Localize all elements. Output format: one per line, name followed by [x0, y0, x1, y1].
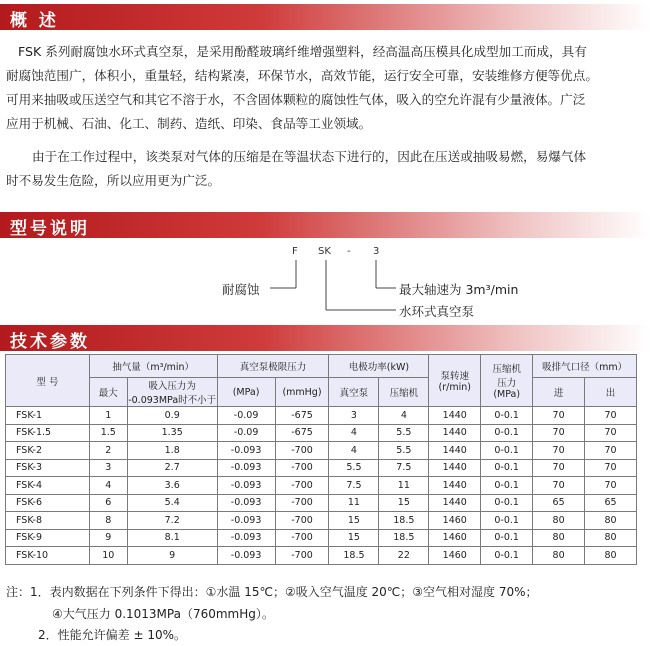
cell-max: 1.5: [89, 424, 127, 442]
cell-suction: 1.8: [127, 442, 217, 460]
cell-power-vac: 7.5: [329, 477, 379, 495]
header-power-comp: 压缩机: [379, 378, 429, 407]
header-power-vac: 真空泵: [329, 378, 379, 407]
cell-comp: 0-0.1: [481, 424, 533, 442]
header-comp-line3: (MPa): [493, 389, 521, 400]
model-title: 型号说明: [10, 219, 90, 239]
table-row: [6, 529, 637, 547]
cell-comp: 0-0.1: [481, 547, 533, 565]
header-port: 吸排气口径（mm）: [533, 355, 637, 378]
cell-port-out: 80: [585, 529, 637, 547]
table-row: [6, 407, 637, 425]
cell-comp: 0-0.1: [481, 407, 533, 425]
header-flow: 抽气量（m³/min）: [89, 355, 217, 378]
cell-speed: 1440: [429, 442, 481, 460]
cell-comp: 0-0.1: [481, 512, 533, 530]
header-comp-line2: 压力: [497, 378, 517, 389]
overview-title: 概 述: [10, 11, 59, 31]
cell-max: 6: [89, 494, 127, 512]
overview-line: 可用来抽吸或压送空气和其它不溶于水，不含固体颗粒的腐蚀性气体，吸入的空允许混有少量液体。广泛: [6, 92, 586, 107]
cell-max: 1: [89, 407, 127, 425]
cell-port-out: 70: [585, 477, 637, 495]
cell-suction: 2.7: [127, 459, 217, 477]
model-header: [0, 212, 650, 238]
cell-suction: 3.6: [127, 477, 217, 495]
tech-title: 技术参数: [10, 332, 90, 352]
cell-mpa: -0.09: [217, 424, 275, 442]
header-vacuum: 真空泵极限压力: [217, 355, 329, 378]
cell-model: FSK-10: [6, 547, 90, 565]
cell-power-vac: 4: [329, 424, 379, 442]
cell-model: FSK-9: [6, 529, 90, 547]
cell-mmhg: -700: [275, 442, 329, 460]
header-speed-label: 泵转速: [440, 371, 470, 382]
cell-port-out: 70: [585, 459, 637, 477]
cell-port-out: 65: [585, 494, 637, 512]
header-vac-mmhg: (mmHg): [275, 378, 329, 407]
cell-model: FSK-3: [6, 459, 90, 477]
cell-mmhg: -675: [275, 407, 329, 425]
cell-power-comp: 11: [379, 477, 429, 495]
cell-model: FSK-8: [6, 512, 90, 530]
note-line-3: 2．性能允许偏差 ± 10%。: [38, 628, 186, 642]
note-line-1: 注：1．表内数据在下列条件下得出：①水温 15℃；②吸入空气温度 20℃；③空气相对湿度 70%；: [6, 585, 538, 599]
cell-speed: 1440: [429, 407, 481, 425]
cell-port-out: 70: [585, 407, 637, 425]
cell-model: FSK-1.5: [6, 424, 90, 442]
cell-speed: 1460: [429, 512, 481, 530]
cell-suction: 9: [127, 547, 217, 565]
model-code-diagram: [0, 240, 650, 322]
cell-power-comp: 18.5: [379, 512, 429, 530]
code-f: F: [292, 246, 298, 257]
header-speed: [429, 355, 481, 407]
note-line-2: ④大气压力 0.1013MPa（760mmHg）。: [52, 607, 274, 621]
table-row: [6, 494, 637, 512]
overview-paragraph-1: [6, 40, 638, 136]
table-row: [6, 477, 637, 495]
cell-port-in: 80: [533, 512, 585, 530]
cell-power-vac: 11: [329, 494, 379, 512]
cell-mpa: -0.09: [217, 407, 275, 425]
label-pump: 水环式真空泵: [399, 304, 475, 319]
overview-header-bar: [0, 4, 650, 30]
header-flow-suction-line2: -0.093MPa时不小于: [128, 395, 217, 406]
cell-power-vac: 15: [329, 512, 379, 530]
header-port-out: 出: [585, 378, 637, 407]
cell-power-vac: 15: [329, 529, 379, 547]
cell-model: FSK-6: [6, 494, 90, 512]
cell-speed: 1440: [429, 477, 481, 495]
cell-max: 9: [89, 529, 127, 547]
header-speed-unit: (r/min): [438, 382, 471, 393]
cell-port-out: 70: [585, 442, 637, 460]
cell-power-vac: 18.5: [329, 547, 379, 565]
overview-line: 应用于机械、石油、化工、制药、造纸、印染、食品等工业领域。: [6, 116, 372, 131]
cell-mmhg: -675: [275, 424, 329, 442]
cell-mmhg: -700: [275, 547, 329, 565]
cell-suction: 0.9: [127, 407, 217, 425]
tech-header: [0, 325, 650, 351]
spec-table: [5, 354, 637, 565]
cell-mmhg: -700: [275, 529, 329, 547]
cell-max: 3: [89, 459, 127, 477]
cell-comp: 0-0.1: [481, 459, 533, 477]
cell-model: FSK-2: [6, 442, 90, 460]
cell-power-comp: 15: [379, 494, 429, 512]
overview-line: 由于在工作过程中，该类泵对气体的压缩是在等温状态下进行的，因此在压送或抽吸易燃，易爆气体: [32, 149, 587, 164]
cell-speed: 1440: [429, 494, 481, 512]
cell-port-in: 65: [533, 494, 585, 512]
header-model: 型 号: [6, 355, 90, 407]
header-flow-max: 最大: [89, 378, 127, 407]
cell-comp: 0-0.1: [481, 494, 533, 512]
cell-port-out: 70: [585, 424, 637, 442]
code-dash: -: [347, 246, 351, 257]
cell-mmhg: -700: [275, 494, 329, 512]
cell-port-out: 80: [585, 512, 637, 530]
cell-port-out: 80: [585, 547, 637, 565]
cell-mmhg: -700: [275, 477, 329, 495]
cell-power-comp: 18.5: [379, 529, 429, 547]
cell-mpa: -0.093: [217, 477, 275, 495]
cell-max: 10: [89, 547, 127, 565]
cell-mpa: -0.093: [217, 442, 275, 460]
cell-model: FSK-1: [6, 407, 90, 425]
cell-mmhg: -700: [275, 512, 329, 530]
label-corrosion: 耐腐蚀: [222, 282, 260, 297]
cell-suction: 8.1: [127, 529, 217, 547]
cell-suction: 7.2: [127, 512, 217, 530]
table-row: [6, 512, 637, 530]
cell-port-in: 70: [533, 407, 585, 425]
table-row: [6, 547, 637, 565]
cell-suction: 5.4: [127, 494, 217, 512]
table-row: [6, 424, 637, 442]
cell-max: 8: [89, 512, 127, 530]
overview-header: [0, 4, 650, 30]
cell-speed: 1440: [429, 459, 481, 477]
cell-port-in: 70: [533, 424, 585, 442]
cell-port-in: 70: [533, 459, 585, 477]
overview-paragraph-2: [6, 145, 638, 193]
cell-power-vac: 3: [329, 407, 379, 425]
overview-line: 时不易发生危险，所以应用更为广泛。: [6, 173, 221, 188]
table-row: [6, 459, 637, 477]
header-comp-pressure: [481, 355, 533, 407]
cell-port-in: 70: [533, 477, 585, 495]
cell-power-vac: 4: [329, 442, 379, 460]
cell-port-in: 80: [533, 529, 585, 547]
overview-line: 耐腐蚀范围广，体积小，重量轻，结构紧凑，环保节水，高效节能，运行安全可靠，安装维修方便等优点。: [6, 68, 598, 83]
cell-port-in: 80: [533, 547, 585, 565]
cell-power-comp: 5.5: [379, 424, 429, 442]
cell-speed: 1460: [429, 547, 481, 565]
label-speed: 最大轴速为 3m³/min: [399, 282, 519, 297]
cell-speed: 1460: [429, 529, 481, 547]
code-sk: SK: [318, 246, 331, 257]
cell-model: FSK-4: [6, 477, 90, 495]
table-row: [6, 442, 637, 460]
cell-comp: 0-0.1: [481, 477, 533, 495]
cell-mpa: -0.093: [217, 547, 275, 565]
tech-header-bar: [0, 325, 650, 351]
cell-power-comp: 4: [379, 407, 429, 425]
code-num: 3: [373, 246, 380, 257]
overview-line: FSK 系列耐腐蚀水环式真空泵，是采用酚醛玻璃纤维增强塑料，经高温高压模具化成型加工而成，具有: [18, 44, 587, 59]
header-port-in: 进: [533, 378, 585, 407]
header-comp-line1: 压缩机: [492, 364, 521, 375]
cell-comp: 0-0.1: [481, 529, 533, 547]
header-power: 电极功率(kW): [329, 355, 429, 378]
cell-speed: 1440: [429, 424, 481, 442]
cell-power-comp: 7.5: [379, 459, 429, 477]
cell-comp: 0-0.1: [481, 442, 533, 460]
cell-port-in: 70: [533, 442, 585, 460]
cell-max: 2: [89, 442, 127, 460]
header-flow-suction: [127, 378, 217, 407]
cell-power-vac: 5.5: [329, 459, 379, 477]
header-flow-suction-line1: 吸入压力为: [148, 381, 196, 392]
cell-suction: 1.35: [127, 424, 217, 442]
header-vac-mpa: (MPa): [217, 378, 275, 407]
cell-mpa: -0.093: [217, 459, 275, 477]
cell-mmhg: -700: [275, 459, 329, 477]
cell-mpa: -0.093: [217, 512, 275, 530]
cell-power-comp: 5.5: [379, 442, 429, 460]
model-header-bar: [0, 212, 650, 238]
cell-mpa: -0.093: [217, 529, 275, 547]
cell-mpa: -0.093: [217, 494, 275, 512]
cell-max: 4: [89, 477, 127, 495]
cell-power-comp: 22: [379, 547, 429, 565]
